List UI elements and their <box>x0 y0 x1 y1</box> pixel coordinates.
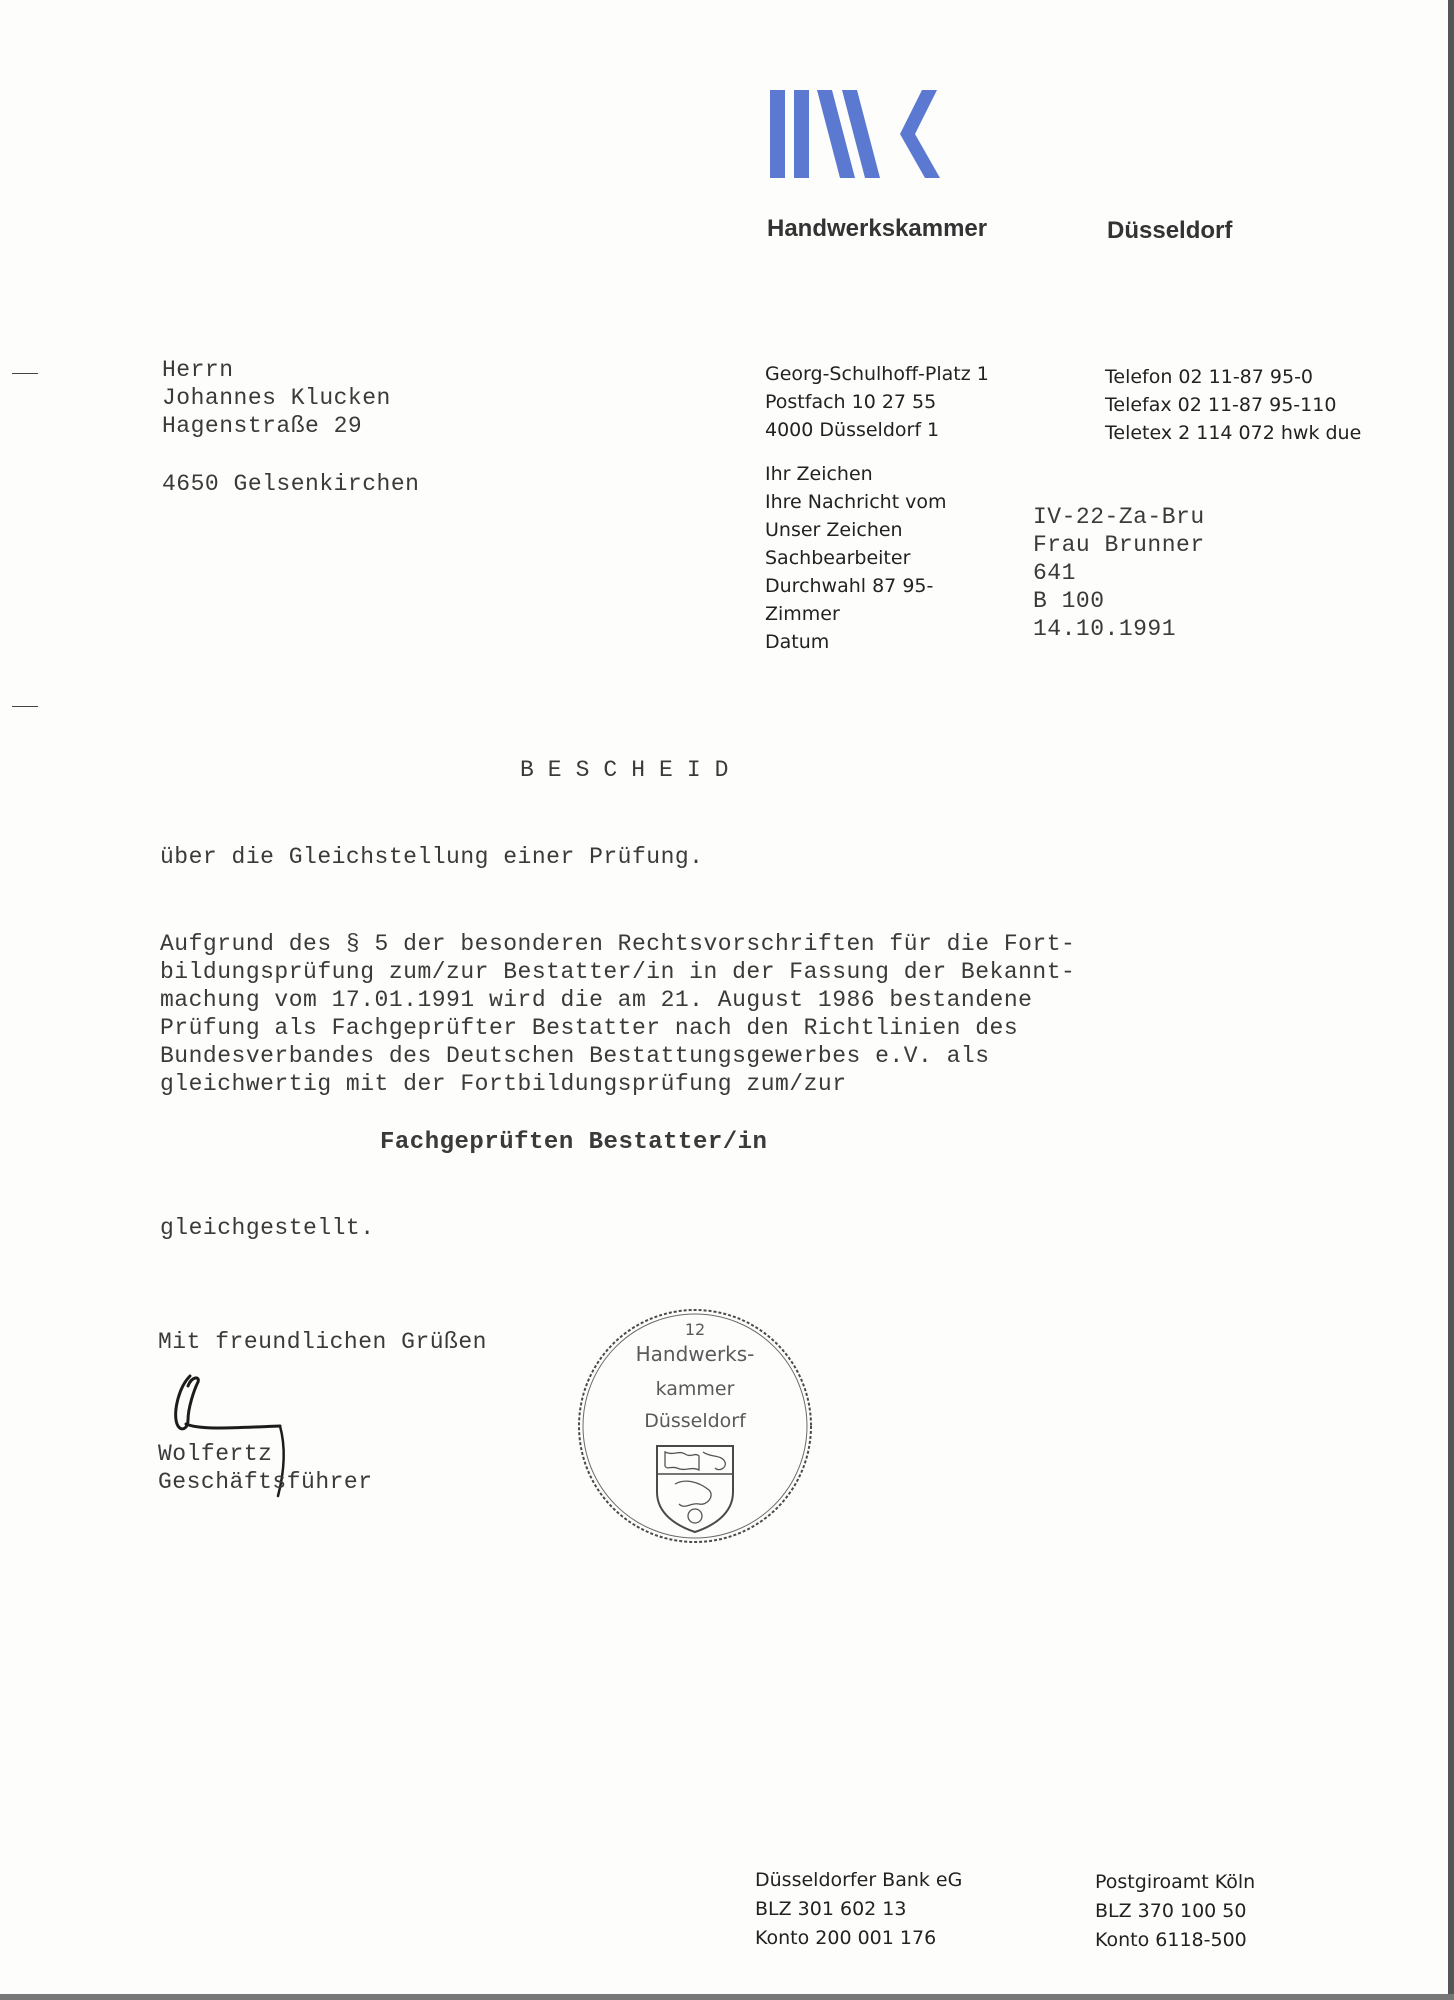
official-stamp <box>575 1306 815 1546</box>
greeting: Mit freundlichen Grüßen <box>158 1329 487 1355</box>
ref-durchwahl: 641 <box>1033 560 1076 586</box>
sender-address-line: Postfach 10 27 55 <box>765 391 937 413</box>
sender-address <box>765 360 989 444</box>
stamp-line-1: Handwerks- <box>635 1342 755 1366</box>
page-bottom-edge <box>0 1994 1454 2000</box>
body-paragraph <box>160 930 1075 1098</box>
document-subject: über die Gleichstellung einer Prüfung. <box>160 844 704 870</box>
ref-zimmer: B 100 <box>1033 588 1105 614</box>
ref-label: Sachbearbeiter <box>765 547 911 569</box>
body-line: Aufgrund des § 5 der besonderen Rechtsvorschriften für die Fort- <box>160 931 1076 957</box>
stamp-line-3: Düsseldorf <box>644 1410 746 1432</box>
ref-unser-zeichen: IV-22-Za-Bru <box>1033 504 1205 530</box>
bank-2-blz: BLZ 370 100 50 <box>1095 1900 1247 1922</box>
bank-1-name: Düsseldorfer Bank eG <box>755 1869 963 1891</box>
recipient-address <box>162 356 391 440</box>
reference-labels <box>765 460 947 656</box>
org-city: Düsseldorf <box>1107 217 1233 244</box>
ref-label: Durchwahl 87 95- <box>765 575 934 597</box>
ref-label: Datum <box>765 631 830 653</box>
footer-bank-2 <box>1095 1868 1255 1955</box>
sender-telefon: Telefon 02 11-87 95-0 <box>1105 366 1314 388</box>
recipient-name: Johannes Klucken <box>162 385 391 411</box>
stamp-number: 12 <box>684 1320 706 1339</box>
reference-values <box>1033 503 1205 643</box>
bank-1-blz: BLZ 301 602 13 <box>755 1898 907 1920</box>
footer-bank-1 <box>755 1866 962 1953</box>
signatory-role: Geschäftsführer <box>158 1469 373 1495</box>
coat-of-arms-icon <box>657 1446 733 1532</box>
sender-teletex: Teletex 2 114 072 hwk due <box>1105 422 1362 444</box>
document-title: BESCHEID <box>520 757 743 783</box>
sender-contact <box>1105 363 1361 447</box>
ref-label: Ihre Nachricht vom <box>765 491 947 513</box>
closing-word: gleichgestellt. <box>160 1215 375 1241</box>
sender-address-line: Georg-Schulhoff-Platz 1 <box>765 363 989 385</box>
recipient-city: 4650 Gelsenkirchen <box>162 471 420 497</box>
ref-datum: 14.10.1991 <box>1033 616 1177 642</box>
fold-mark-top <box>12 373 38 374</box>
bank-2-konto: Konto 6118-500 <box>1095 1929 1247 1951</box>
sender-telefax: Telefax 02 11-87 95-110 <box>1105 394 1337 416</box>
signatory <box>158 1440 373 1496</box>
body-line: Bundesverbandes des Deutschen Bestattungsgewerbes e.V. als <box>160 1043 990 1069</box>
ref-label: Ihr Zeichen <box>765 463 873 485</box>
ref-label: Zimmer <box>765 603 840 625</box>
body-line: machung vom 17.01.1991 wird die am 21. August 1986 bestandene <box>160 987 1033 1013</box>
body-line: gleichwertig mit der Fortbildungsprüfung zum/zur <box>160 1071 847 1097</box>
hwk-logo <box>765 88 965 184</box>
signatory-name: Wolfertz <box>158 1441 273 1467</box>
qualification: Fachgeprüften Bestatter/in <box>380 1129 768 1156</box>
ref-sachbearbeiter: Frau Brunner <box>1033 532 1205 558</box>
ref-label: Unser Zeichen <box>765 519 903 541</box>
recipient-street: Hagenstraße 29 <box>162 413 363 439</box>
bank-2-name: Postgiroamt Köln <box>1095 1871 1256 1893</box>
fold-mark-middle <box>12 706 38 707</box>
body-line: Prüfung als Fachgeprüfter Bestatter nach den Richtlinien des <box>160 1015 1019 1041</box>
sender-address-line: 4000 Düsseldorf 1 <box>765 419 940 441</box>
body-line: bildungsprüfung zum/zur Bestatter/in in der Fassung der Bekannt- <box>160 959 1076 985</box>
stamp-line-2: kammer <box>655 1378 735 1400</box>
page-edge-shadow <box>1448 0 1454 2000</box>
org-name: Handwerkskammer <box>767 215 988 242</box>
bank-1-konto: Konto 200 001 176 <box>755 1927 937 1949</box>
recipient-salutation: Herrn <box>162 357 234 383</box>
